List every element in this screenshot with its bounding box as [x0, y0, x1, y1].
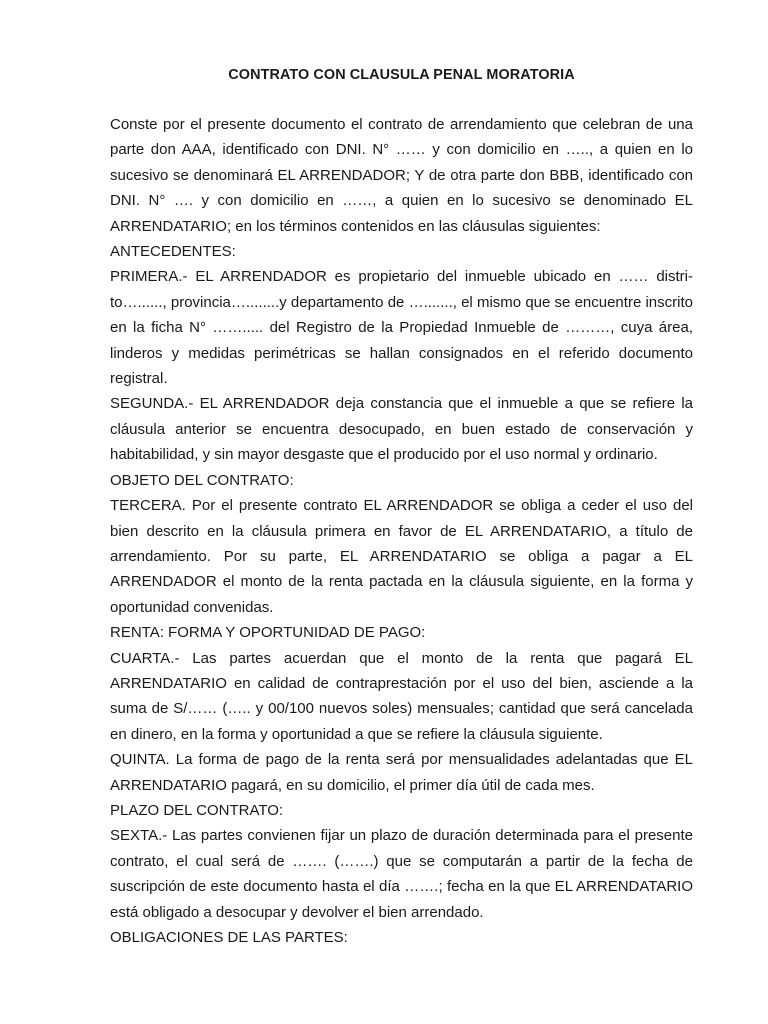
document-title: CONTRATO CON CLAUSULA PENAL MORATORIA: [228, 67, 575, 83]
document-page: [110, 66, 693, 950]
section-heading-obligaciones: OBLIGACIONES DE LAS PARTES:: [110, 929, 348, 946]
clause-primera: PRIMERA.- EL ARRENDADOR es propietario del inmueble ubicado en …… distri-to…......, provincia…........y departamento de …......., el mismo que se encuentre inscrito en la ficha N° ……..... del Registro de la Propiedad Inmueble de ………, cuya área, linderos y medidas perimétricas se hallan consignados en el referido documento registral.: [110, 268, 693, 388]
section-heading-renta: RENTA: FORMA Y OPORTUNIDAD DE PAGO:: [110, 624, 426, 642]
clause-sexta: SEXTA.- Las partes convienen fijar un plazo de duración determinada para el presente contrato, el cual será de ……. (…….) que se computarán a partir de la fecha de suscripción de este documento hasta el día …….; fecha en la que EL ARRENDATARIO está obligado a desocupar y devolver el bien arrendado.: [110, 827, 693, 921]
clause-cuarta: CUARTA.- Las partes acuerdan que el monto de la renta que pagará EL ARRENDATARIO en calidad de contraprestación por el uso del bien, asciende a la suma de S/…… (….. y 00/100 nuevos soles) mensuales; cantidad que será cancelada en dinero, en la forma y oportunidad a que se refiere la cláusula siguiente.: [110, 649, 693, 743]
intro-paragraph: Conste por el presente documento el contrato de arrendamiento que celebran de una parte don AAA, identificado con DNI. N° …… y con domicilio en ….., a quien en lo sucesivo se denominará EL ARRENDADOR; Y de otra parte don BBB, identificado con DNI. N° …. y con domicilio en ……, a quien en lo sucesivo se denominado EL ARRENDATARIO; en los términos contenidos en las cláusulas siguientes:: [110, 116, 693, 235]
section-heading-antecedentes: ANTECEDENTES:: [110, 243, 236, 261]
clause-segunda: SEGUNDA.- EL ARRENDADOR deja constancia que el inmueble a que se refiere la cláusula anterior se encuentra desocupado, en buen estado de conservación y habitabilidad, y sin mayor desgaste que el producido por el uso normal y ordinario.: [110, 395, 693, 464]
section-heading-objeto: OBJETO DEL CONTRATO:: [110, 471, 294, 489]
clause-tercera: TERCERA. Por el presente contrato EL ARRENDADOR se obliga a ceder el uso del bien descrito en la cláusula primera en favor de EL ARRENDATARIO, a título de arrendamiento. Por su parte, EL ARRENDATARIO se obliga a pagar a EL ARRENDADOR el monto de la renta pactada en la cláusula siguiente, en la forma y oportunidad convenidas.: [110, 497, 693, 616]
section-heading-plazo: PLAZO DEL CONTRATO:: [110, 801, 284, 819]
clause-quinta: QUINTA. La forma de pago de la renta será por mensualidades adelantadas que EL ARRENDATARIO pagará, en su domicilio, el primer día útil de cada mes.: [110, 751, 693, 794]
